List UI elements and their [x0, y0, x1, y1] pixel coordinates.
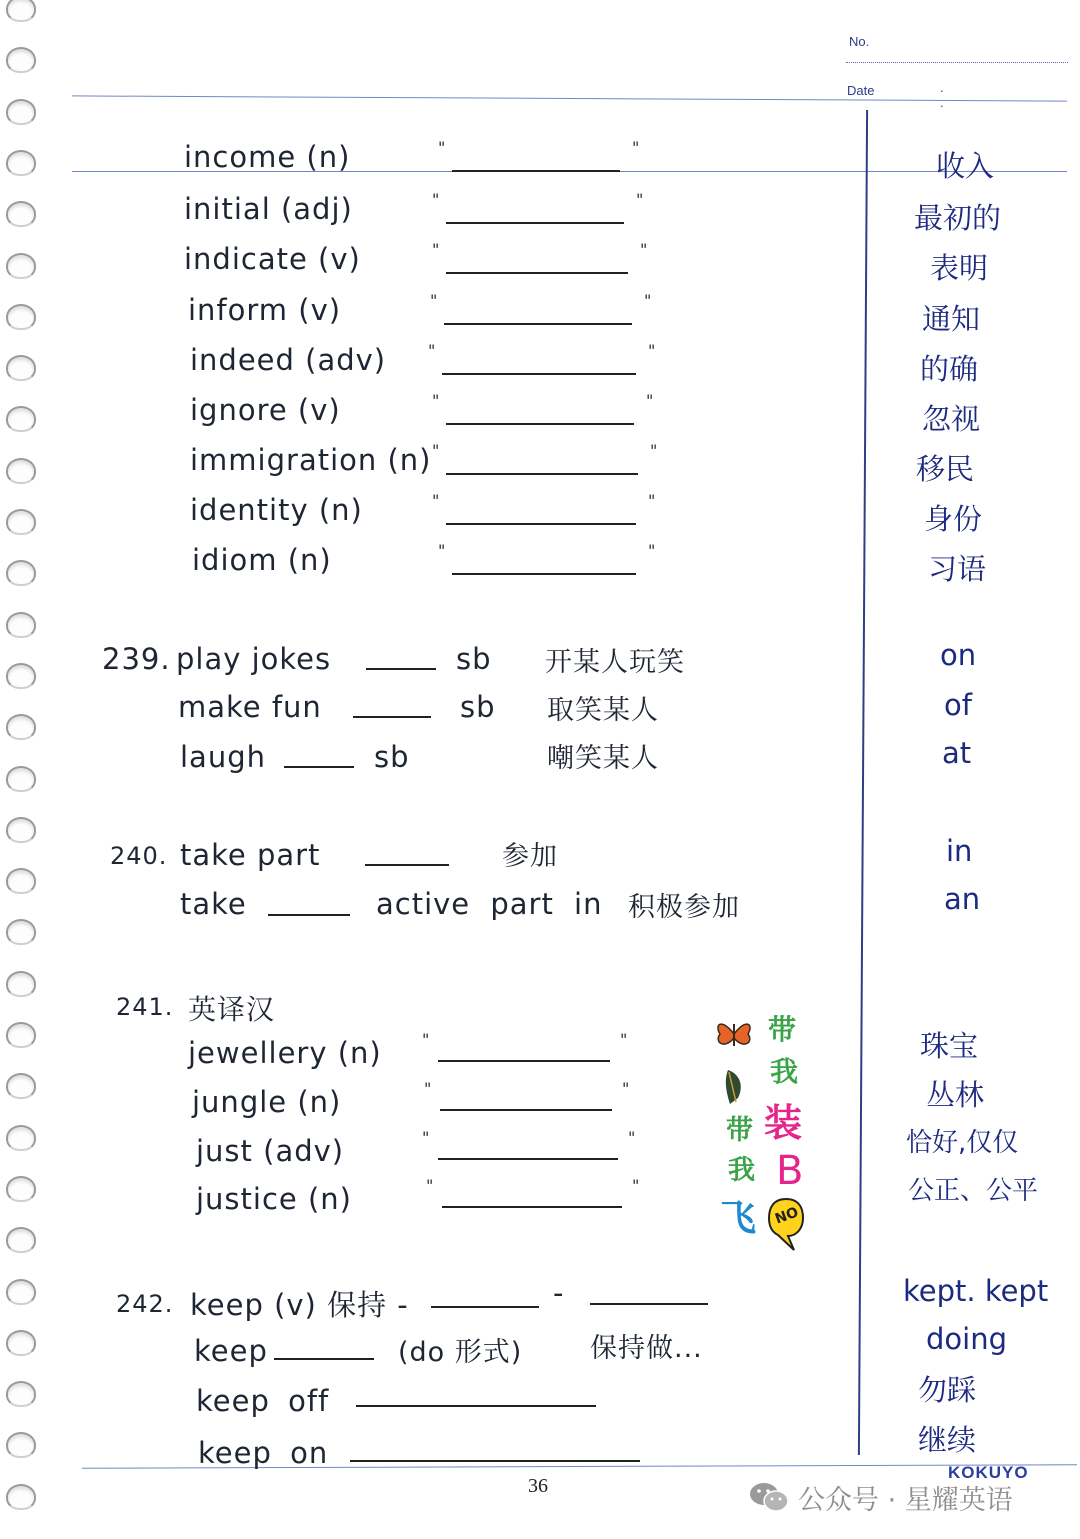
open-quote-mark: " [426, 1176, 434, 1195]
vocab-meaning: 收入 [936, 149, 995, 183]
s241-blank [442, 1206, 622, 1208]
vocab-word: indeed (adv) [190, 343, 387, 377]
s239-blank-3 [284, 766, 354, 768]
s242-blank-2 [274, 1358, 374, 1360]
open-quote-mark: " [424, 1079, 432, 1098]
sticker-char-2: 我 [770, 1055, 799, 1088]
date-label: Date [847, 83, 875, 98]
close-quote-mark: " [628, 1128, 636, 1147]
s239-obj-1: sb [456, 642, 492, 676]
s239-meaning-3: 嘲笑某人 [547, 743, 659, 774]
binding-ring [6, 1176, 36, 1202]
sticker-char-6: B [776, 1148, 804, 1194]
binding-ring [6, 766, 36, 792]
vocab-word: income (n) [184, 140, 351, 174]
close-quote-mark: " [648, 541, 656, 560]
binding-ring [6, 458, 36, 484]
s241-blank [438, 1158, 618, 1160]
butterfly-icon [714, 1016, 754, 1054]
vocab-meaning: 表明 [930, 251, 989, 285]
vocab-blank [446, 473, 638, 475]
s242-answer-4: 继续 [918, 1423, 977, 1457]
binding-ring [6, 509, 36, 535]
binding-ring [6, 0, 36, 22]
s240-answer-1: in [946, 834, 973, 868]
s239-answer-3: at [942, 736, 972, 770]
s240-meaning-1: 参加 [502, 841, 558, 872]
s242-meaning-2: 保持做... [590, 1333, 703, 1364]
s242-note-2: (do 形式) [398, 1337, 523, 1368]
vocab-meaning: 习语 [928, 552, 987, 586]
open-quote-mark: " [432, 240, 440, 259]
s242-blank-4 [350, 1460, 640, 1462]
sticker-char-5: 我 [728, 1155, 755, 1186]
vocab-blank [452, 170, 620, 172]
s242-answer-2: doing [926, 1322, 1007, 1356]
s239-obj-3: sb [374, 740, 410, 774]
no-label: No. [849, 34, 870, 49]
vocab-word: immigration (n) [190, 443, 432, 477]
s239-blank-1 [366, 668, 436, 670]
binding-ring [6, 1381, 36, 1407]
vocab-word: inform (v) [188, 293, 342, 327]
binding-ring [6, 1227, 36, 1253]
s241-meaning: 丛林 [926, 1078, 985, 1112]
vocab-meaning: 身份 [924, 502, 983, 536]
vocab-blank [452, 573, 636, 575]
binding-ring [6, 817, 36, 843]
s240-answer-2: an [944, 882, 981, 916]
s240-word-2: take [180, 887, 247, 921]
s239-phrase-2: make fun [178, 690, 322, 724]
vocab-blank [446, 222, 624, 224]
s241-word: justice (n) [196, 1182, 352, 1216]
date-dots: . . [940, 80, 996, 110]
s239-blank-2 [353, 716, 431, 718]
close-quote-mark: " [632, 138, 640, 157]
close-quote-mark: " [648, 491, 656, 510]
s241-word: jewellery (n) [188, 1036, 382, 1070]
binding-ring [6, 1279, 36, 1305]
s239-answer-2: of [944, 688, 972, 722]
s242-word-2: keep [194, 1334, 268, 1368]
watermark-text: 公众号 · 星耀英语 [798, 1485, 1013, 1516]
s242-answer-3: 勿踩 [918, 1373, 977, 1407]
binding-ring [6, 1330, 36, 1356]
s241-word: just (adv) [196, 1134, 345, 1168]
page-number: 36 [528, 1475, 548, 1497]
s242-dash: - [553, 1276, 565, 1310]
open-quote-mark: " [432, 491, 440, 510]
feather-icon [722, 1066, 748, 1106]
close-quote-mark: " [640, 240, 648, 259]
open-quote-mark: " [422, 1128, 430, 1147]
binding-ring [6, 150, 36, 176]
open-quote-mark: " [430, 291, 438, 310]
vocab-blank [442, 373, 636, 375]
binding-ring [6, 971, 36, 997]
open-quote-mark: " [432, 391, 440, 410]
margin-line [858, 110, 868, 1455]
vocab-word: identity (n) [190, 493, 363, 527]
s242-blank-1b [590, 1303, 708, 1305]
close-quote-mark: " [632, 1176, 640, 1195]
vocab-word: ignore (v) [190, 393, 341, 427]
s241-meaning: 恰好,仅仅 [906, 1128, 1019, 1158]
binding-ring [6, 355, 36, 381]
s242-blank-3 [356, 1405, 596, 1407]
s241-blank [438, 1060, 610, 1062]
s239-obj-2: sb [460, 690, 496, 724]
binding-ring [6, 304, 36, 330]
binding-ring [6, 868, 36, 894]
close-quote-mark: " [648, 341, 656, 360]
open-quote-mark: " [438, 138, 446, 157]
close-quote-mark: " [650, 441, 658, 460]
s242-line-1: keep (v) 保持 - [190, 1288, 409, 1322]
binding-ring [6, 201, 36, 227]
sticker-char-7: 飞 [720, 1198, 757, 1239]
section-241-number: 241. [116, 993, 174, 1021]
s242-phrase-4: keep on [198, 1436, 329, 1470]
binding-ring [6, 47, 36, 73]
vocab-meaning: 最初的 [914, 201, 1002, 235]
open-quote-mark: " [432, 441, 440, 460]
s241-blank [440, 1109, 612, 1111]
binding-ring [6, 560, 36, 586]
close-quote-mark: " [644, 291, 652, 310]
close-quote-mark: " [636, 190, 644, 209]
section-240-number: 240. [110, 842, 168, 870]
s240-rest-2: active part in [376, 887, 603, 921]
vocab-word: initial (adj) [184, 192, 353, 226]
s239-meaning-1: 开某人玩笑 [545, 647, 685, 678]
vocab-meaning: 通知 [922, 302, 981, 336]
s241-word: jungle (n) [192, 1085, 342, 1119]
vocab-meaning: 的确 [920, 352, 979, 386]
s240-blank-2 [268, 914, 350, 916]
s241-title: 英译汉 [188, 993, 276, 1026]
vocab-blank [444, 323, 632, 325]
sticker-char-3: 装 [764, 1101, 803, 1145]
wechat-icon [748, 1480, 790, 1514]
vocab-blank [446, 272, 628, 274]
binding-ring [6, 612, 36, 638]
s239-phrase-3: laugh [180, 740, 266, 774]
section-242-number: 242. [116, 1290, 174, 1318]
binding-ring [6, 663, 36, 689]
s239-phrase-1: play jokes [176, 642, 332, 676]
binding-ring [6, 1125, 36, 1151]
vocab-word: idiom (n) [192, 543, 332, 577]
binding-ring [6, 99, 36, 125]
s239-meaning-2: 取笑某人 [547, 695, 659, 726]
sticker-char-4: 带 [726, 1115, 753, 1146]
close-quote-mark: " [620, 1030, 628, 1049]
vocab-word: indicate (v) [184, 242, 361, 276]
s241-meaning: 公正、公平 [908, 1176, 1039, 1206]
s240-meaning-2: 积极参加 [628, 892, 740, 923]
binding-ring [6, 1484, 36, 1510]
open-quote-mark: " [438, 541, 446, 560]
close-quote-mark: " [622, 1079, 630, 1098]
open-quote-mark: " [428, 341, 436, 360]
close-quote-mark: " [646, 391, 654, 410]
binding-ring [6, 406, 36, 432]
no-dotted-line [846, 62, 1068, 63]
binding-ring [6, 919, 36, 945]
open-quote-mark: " [432, 190, 440, 209]
spiral-binding [6, 0, 40, 1539]
s239-answer-1: on [940, 638, 977, 672]
s240-phrase-1: take part [180, 838, 321, 872]
vocab-blank [446, 423, 634, 425]
open-quote-mark: " [422, 1030, 430, 1049]
s242-phrase-3: keep off [196, 1384, 330, 1418]
section-239-number: 239. [102, 642, 171, 676]
binding-ring [6, 253, 36, 279]
kokuyo-logo: KOKUYO [948, 1463, 1029, 1482]
s241-meaning: 珠宝 [920, 1029, 979, 1063]
vocab-meaning: 移民 [916, 452, 975, 486]
binding-ring [6, 1022, 36, 1048]
s242-answer-1: kept. kept [903, 1274, 1049, 1308]
sticker-char-8: NO [772, 1204, 801, 1228]
vocab-blank [446, 523, 636, 525]
top-rule [72, 95, 1067, 101]
binding-ring [6, 1432, 36, 1458]
sticker-char-1: 带 [768, 1013, 797, 1046]
vocab-meaning: 忽视 [922, 402, 981, 436]
s242-blank-1a [431, 1306, 539, 1308]
s240-blank-1 [365, 864, 449, 866]
binding-ring [6, 1073, 36, 1099]
binding-ring [6, 714, 36, 740]
